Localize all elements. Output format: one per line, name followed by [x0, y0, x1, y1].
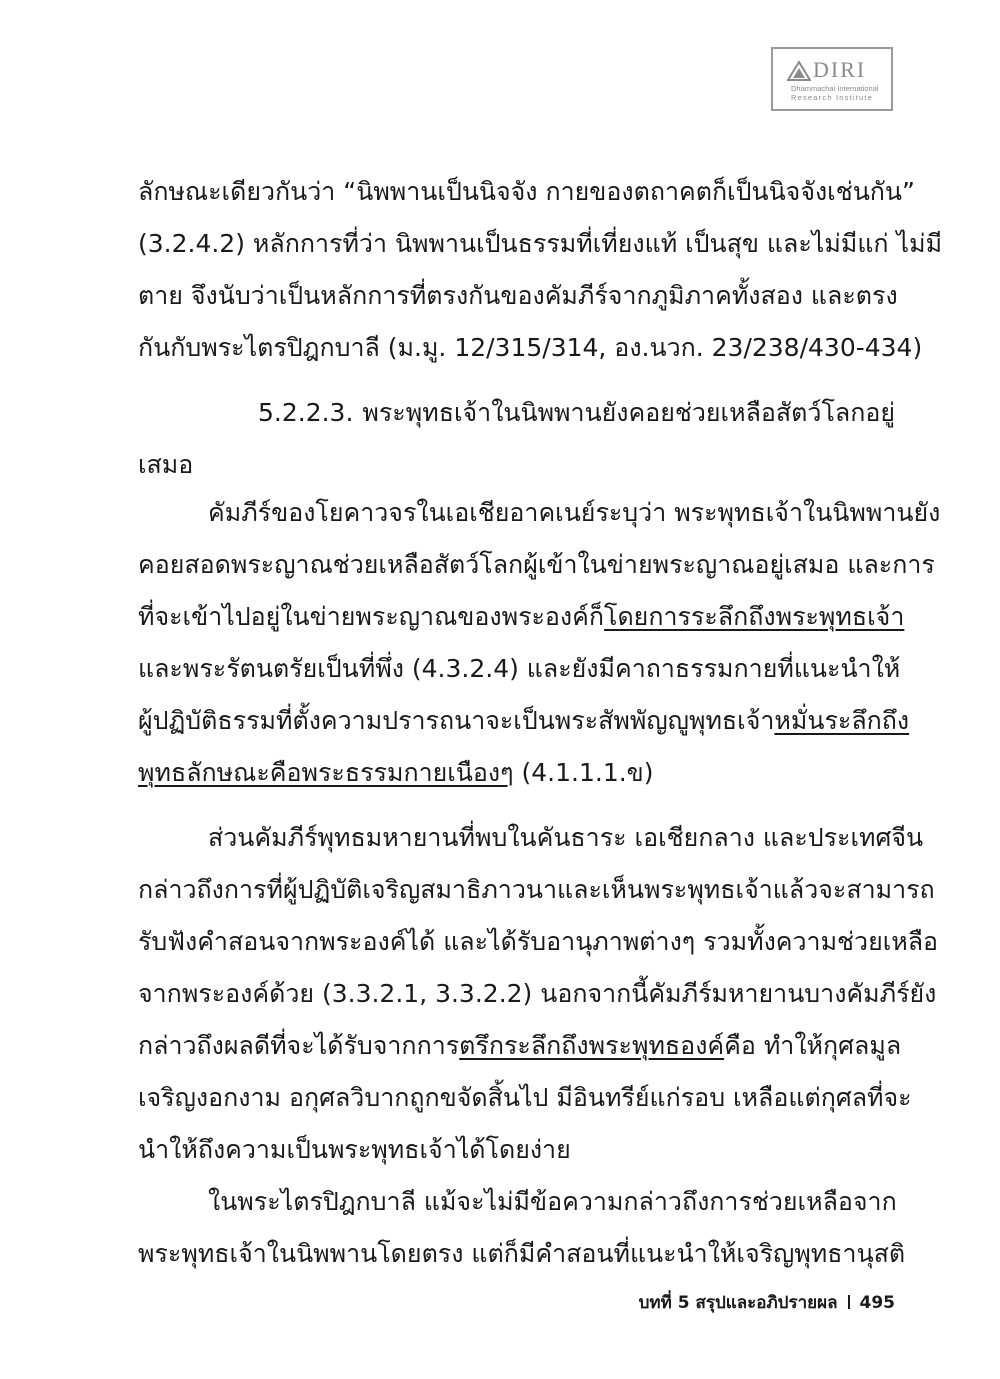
logo-subtitle-line2: Research Institute [791, 93, 874, 102]
underlined-phrase: โดยการระลึกถึงพระพุทธเจ้า [604, 602, 905, 631]
paragraph-2-line: คัมภีร์ของโยคาวจรในเอเชียอาคเนย์ระบุว่า พระพุทธเจ้าในนิพพานยัง [208, 498, 941, 527]
paragraph-1-line: (3.2.4.2) หลักการที่ว่า นิพพานเป็นธรรมที่เที่ยงแท้ เป็นสุข และไม่มีแก่ ไม่มี [138, 229, 943, 258]
paragraph-3-line: เจริญงอกงาม อกุศลวิบากถูกขจัดสิ้นไป มีอินทรีย์แก่รอบ เหลือแต่กุศลที่จะ [138, 1083, 912, 1112]
chapter-title: บทที่ 5 สรุปและอภิปรายผล [638, 1293, 838, 1313]
paragraph-2-text: ผู้ปฏิบัติธรรมที่ตั้งความปรารถนาจะเป็นพระสัพพัญญูพุทธเจ้า [138, 706, 775, 735]
paragraph-1-line: กันกับพระไตรปิฎกบาลี (ม.มู. 12/315/314, อง.นวก. 23/238/430-434) [138, 333, 923, 362]
logo-name: DIRI [813, 57, 867, 82]
paragraph-4-line: พระพุทธเจ้าในนิพพานโดยตรง แต่ก็มีคำสอนที่แนะนำให้เจริญพุทธานุสติ [138, 1239, 906, 1268]
paragraph-1-line: ตาย จึงนับว่าเป็นหลักการที่ตรงกันของคัมภีร์จากภูมิภาคทั้งสอง และตรง [138, 281, 898, 310]
footer-divider [848, 1295, 850, 1309]
paragraph-3-line: รับฟังคำสอนจากพระองค์ได้ และได้รับอานุภาพต่างๆ รวมทั้งความช่วยเหลือ [138, 927, 939, 956]
section-heading: 5.2.2.3. พระพุทธเจ้าในนิพพานยังคอยช่วยเหลือสัตว์โลกอยู่ [258, 398, 895, 427]
paragraph-4-line: ในพระไตรปิฎกบาลี แม้จะไม่มีข้อความกล่าวถึงการช่วยเหลือจาก [208, 1187, 897, 1216]
page-footer [639, 1292, 895, 1314]
page-number: 495 [859, 1293, 895, 1313]
underlined-phrase: หมั่นระลึกถึง [774, 706, 910, 735]
underlined-phrase: ตรึกระลึกถึงพระพุทธองค์ [459, 1031, 725, 1060]
logo-subtitle-line1: Dhammachai International [791, 84, 879, 93]
paragraph-3-line: จากพระองค์ด้วย (3.3.2.1, 3.3.2.2) นอกจากนี้คัมภีร์มหายานบางคัมภีร์ยัง [138, 979, 937, 1008]
paragraph-3-text: กล่าวถึงผลดีที่จะได้รับจากการ [138, 1031, 460, 1060]
paragraph-2-line [138, 601, 905, 633]
paragraph-3-line [138, 1030, 902, 1062]
paragraph-3-text: คือ ทำให้กุศลมูล [724, 1031, 902, 1060]
paragraph-2-text: ที่จะเข้าไปอยู่ในข่ายพระญาณของพระองค์ก็ [138, 602, 605, 631]
paragraph-3-line: กล่าวถึงการที่ผู้ปฏิบัติเจริญสมาธิภาวนาและเห็นพระพุทธเจ้าแล้วจะสามารถ [138, 875, 935, 904]
paragraph-2-text: (4.1.1.1.ข) [513, 758, 654, 787]
paragraph-2-line: คอยสอดพระญาณช่วยเหลือสัตว์โลกผู้เข้าในข่ายพระญาณอยู่เสมอ และการ [138, 550, 935, 579]
diri-logo [771, 47, 893, 111]
triangle-logo-icon [787, 61, 811, 81]
paragraph-2-line: และพระรัตนตรัยเป็นที่พึ่ง (4.3.2.4) และยังมีคาถาธรรมกายที่แนะนำให้ [138, 654, 901, 683]
paragraph-3-line: ส่วนคัมภีร์พุทธมหายานที่พบในคันธาระ เอเชียกลาง และประเทศจีน [208, 823, 924, 852]
paragraph-2-line [138, 757, 895, 789]
section-heading-continuation: เสมอ [138, 450, 194, 479]
underlined-phrase: พุทธลักษณะคือพระธรรมกายเนืองๆ [138, 758, 514, 787]
paragraph-2-line [138, 705, 910, 737]
paragraph-3-line: นำให้ถึงความเป็นพระพุทธเจ้าได้โดยง่าย [138, 1135, 571, 1164]
paragraph-1-line: ลักษณะเดียวกันว่า “นิพพานเป็นนิจจัง กายของตถาคตก็เป็นนิจจังเช่นกัน” [138, 177, 915, 206]
